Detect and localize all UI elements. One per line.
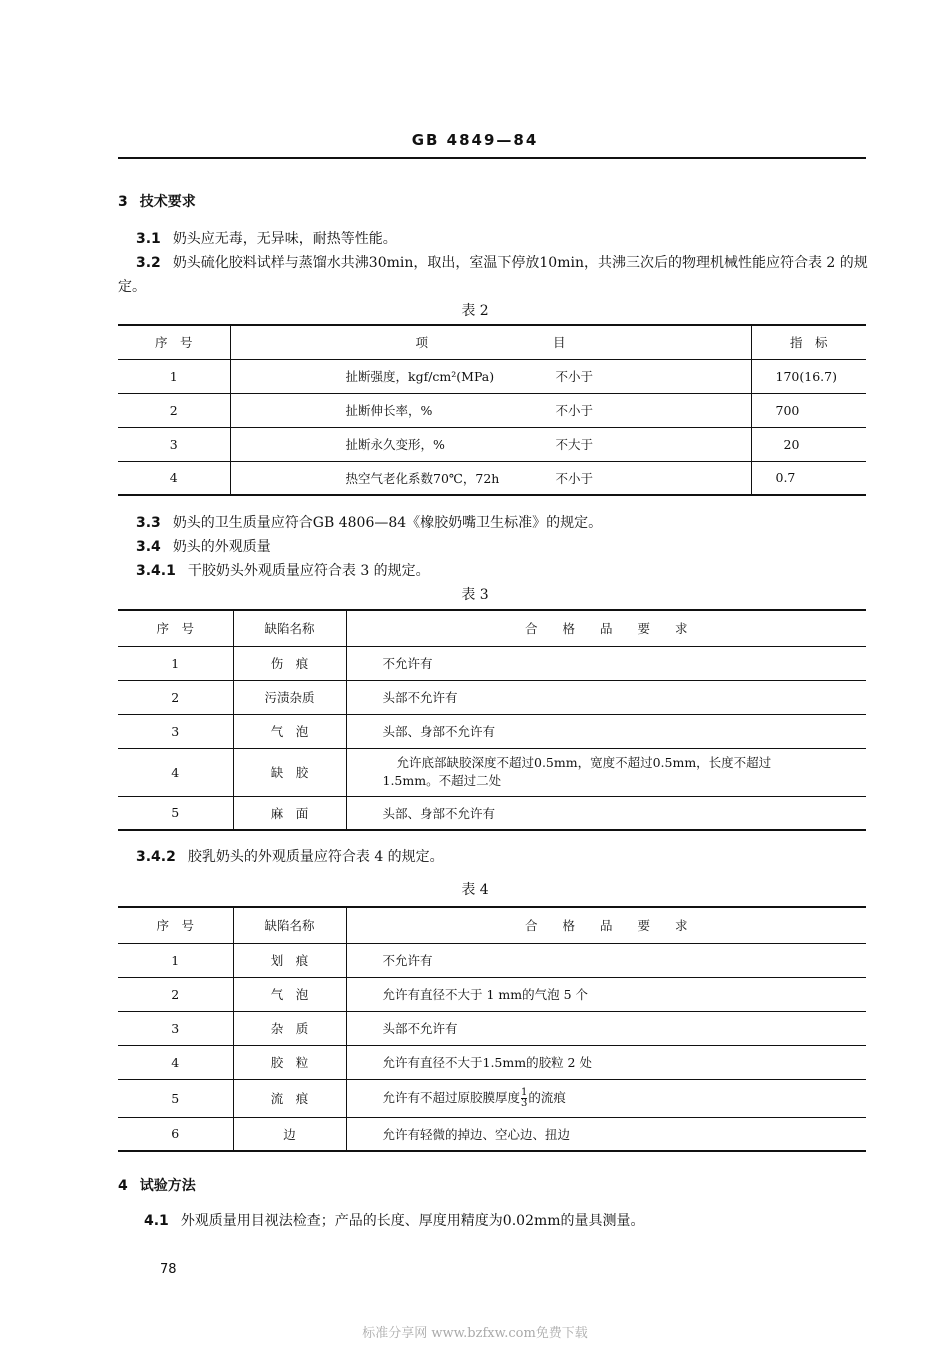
table-4-row-4-name: 胶 粒	[233, 1045, 346, 1079]
clause-3-3	[118, 512, 870, 534]
clause-3-4-2	[118, 846, 870, 868]
clause-3-4-1-text: 干胶奶头外观质量应符合表 3 的规定。	[187, 563, 430, 579]
table-4-row-1-req: 不允许有	[346, 943, 866, 977]
table-3-row-4-name: 缺 胶	[233, 748, 346, 796]
table-3-row-4-req: 允许底部缺胶深度不超过0.5mm，宽度不超过0.5mm，长度不超过1.5mm。不超过二处	[346, 748, 866, 796]
table-4-row-5-no: 5	[118, 1079, 233, 1117]
table-2	[118, 324, 866, 496]
table-2-row-1-item: 扯断强度，kgf/cm²(MPa)	[345, 369, 495, 384]
section-3-title: 技术要求	[139, 194, 196, 210]
section-4-number: 4	[118, 1178, 128, 1194]
table-3-row-2-req: 头部不允许有	[346, 680, 866, 714]
table-4-row-2-name: 气 泡	[233, 977, 346, 1011]
table-4-header-req: 合 格 品 要 求	[346, 907, 866, 943]
table-row	[118, 943, 866, 977]
table-4-row-3-name: 杂 质	[233, 1011, 346, 1045]
table-3-row-3-req: 头部、身部不允许有	[346, 714, 866, 748]
table-row	[118, 748, 866, 796]
table-3-row-3-no: 3	[118, 714, 233, 748]
table-row	[118, 1011, 866, 1045]
table-2-row-4-no: 4	[118, 461, 230, 495]
table-3-row-5-name: 麻 面	[233, 796, 346, 830]
table-4	[118, 906, 866, 1152]
clause-3-4-number: 3.4	[136, 539, 161, 555]
table-3-header-name: 缺陷名称	[233, 610, 346, 646]
table-2-row-1-value: 170(16.7)	[751, 359, 866, 393]
clause-3-1-number: 3.1	[136, 231, 161, 247]
clause-4-1-number: 4.1	[144, 1213, 169, 1229]
table-2-row-3-value: 20	[751, 427, 866, 461]
table-4-row-4-req: 允许有直径不大于1.5mm的胶粒 2 处	[346, 1045, 866, 1079]
clause-3-2-text: 奶头硫化胶料试样与蒸馏水共沸30min，取出，室温下停放10min，共沸三次后的物理机械性能应符合表 2 的规定。	[118, 255, 868, 295]
clause-3-4-2-number: 3.4.2	[136, 849, 176, 865]
table-4-row-5-req-pre: 允许有不超过原胶膜厚度	[382, 1089, 521, 1105]
section-4-heading	[118, 1175, 870, 1197]
table-2-header-row	[118, 325, 866, 359]
table-4-row-2-req: 允许有直径不大于 1 mm的气泡 5 个	[346, 977, 866, 1011]
table-2-row-2-item: 扯断伸长率，%	[345, 403, 433, 418]
section-4-title: 试验方法	[139, 1178, 196, 1194]
table-2-header-item: 项 目	[230, 325, 751, 359]
table-4-row-6-name: 边	[233, 1117, 346, 1151]
table-2-row-3-cond: 不大于	[555, 437, 594, 452]
table-4-row-3-req: 头部不允许有	[346, 1011, 866, 1045]
table-row	[118, 1117, 866, 1151]
table-4-row-2-no: 2	[118, 977, 233, 1011]
table-row	[118, 646, 866, 680]
clause-3-3-number: 3.3	[136, 515, 161, 531]
table-4-header-name: 缺陷名称	[233, 907, 346, 943]
table-3-row-1-req: 不允许有	[346, 646, 866, 680]
table-4-row-4-no: 4	[118, 1045, 233, 1079]
clause-4-1	[118, 1210, 870, 1232]
table-row	[118, 427, 866, 461]
table-4-row-3-no: 3	[118, 1011, 233, 1045]
table-2-row-3-no: 3	[118, 427, 230, 461]
table-4-row-5-req-post: 的流痕	[528, 1089, 566, 1105]
table-3-header-no: 序 号	[118, 610, 233, 646]
table-4-row-5-req	[346, 1079, 866, 1117]
table-row	[118, 680, 866, 714]
table-3-row-2-no: 2	[118, 680, 233, 714]
clause-3-3-text: 奶头的卫生质量应符合GB 4806—84《橡胶奶嘴卫生标准》的规定。	[172, 515, 603, 531]
fraction-numerator: 1	[521, 1086, 528, 1098]
table-4-header-row	[118, 907, 866, 943]
table-row	[118, 1045, 866, 1079]
clause-3-4	[118, 536, 870, 558]
table-2-row-4-item: 热空气老化系数70℃，72h	[345, 470, 500, 486]
fraction-denominator: 3	[521, 1097, 528, 1109]
table-2-row-1-cond: 不小于	[555, 369, 594, 384]
table-2-row-4-cond: 不小于	[555, 470, 594, 486]
table-4-row-1-name: 划 痕	[233, 943, 346, 977]
table-row	[118, 796, 866, 830]
section-3-number: 3	[118, 194, 128, 210]
table-4-caption: 表 4	[461, 882, 489, 898]
table-3-row-4-no: 4	[118, 748, 233, 796]
table-4-row-1-no: 1	[118, 943, 233, 977]
table-3-header-req: 合 格 品 要 求	[346, 610, 866, 646]
fraction	[521, 1088, 527, 1109]
table-2-caption: 表 2	[461, 303, 489, 319]
table-2-row-1-no: 1	[118, 359, 230, 393]
table-3-row-1-name: 伤 痕	[233, 646, 346, 680]
table-row	[118, 1079, 866, 1117]
clause-3-1	[118, 228, 870, 250]
clause-3-4-1-number: 3.4.1	[136, 563, 176, 579]
table-2-header-value: 指 标	[751, 325, 866, 359]
table-3-row-2-name: 污渍杂质	[233, 680, 346, 714]
table-row	[118, 714, 866, 748]
table-2-header-no: 序 号	[118, 325, 230, 359]
clause-3-2	[118, 251, 870, 299]
clause-3-1-text: 奶头应无毒，无异味，耐热等性能。	[172, 231, 397, 247]
table-3-header-row	[118, 610, 866, 646]
clause-3-4-1	[118, 560, 870, 582]
table-row	[118, 461, 866, 495]
table-4-header-no: 序 号	[118, 907, 233, 943]
table-3-caption: 表 3	[461, 587, 489, 603]
table-row	[118, 977, 866, 1011]
table-3-row-5-no: 5	[118, 796, 233, 830]
clause-3-2-number: 3.2	[136, 255, 161, 271]
table-2-row-3-item: 扯断永久变形，%	[345, 437, 445, 452]
table-4-row-5-name: 流 痕	[233, 1079, 346, 1117]
clause-3-4-2-text: 胶乳奶头的外观质量应符合表 4 的规定。	[187, 849, 444, 865]
clause-4-1-text: 外观质量用目视法检查；产品的长度、厚度用精度为0.02mm的量具测量。	[180, 1213, 645, 1229]
table-row	[118, 393, 866, 427]
table-3-row-1-no: 1	[118, 646, 233, 680]
table-3-row-3-name: 气 泡	[233, 714, 346, 748]
section-3-heading	[118, 191, 870, 213]
table-2-row-2-value: 700	[751, 393, 866, 427]
table-3	[118, 609, 866, 831]
table-2-row-4-value: 0.7	[751, 461, 866, 495]
page-header: GB 4849—84	[411, 131, 539, 149]
table-4-row-6-req: 允许有轻微的掉边、空心边、扭边	[346, 1117, 866, 1151]
table-row	[118, 359, 866, 393]
clause-3-4-text: 奶头的外观质量	[172, 539, 271, 555]
page-number: 78	[160, 1262, 177, 1277]
watermark: 标准分享网 www.bzfxw.com免费下载	[362, 1326, 588, 1341]
table-2-row-2-cond: 不小于	[555, 403, 594, 418]
table-3-row-5-req: 头部、身部不允许有	[346, 796, 866, 830]
header-rule	[118, 157, 866, 159]
table-4-row-6-no: 6	[118, 1117, 233, 1151]
table-2-row-2-no: 2	[118, 393, 230, 427]
